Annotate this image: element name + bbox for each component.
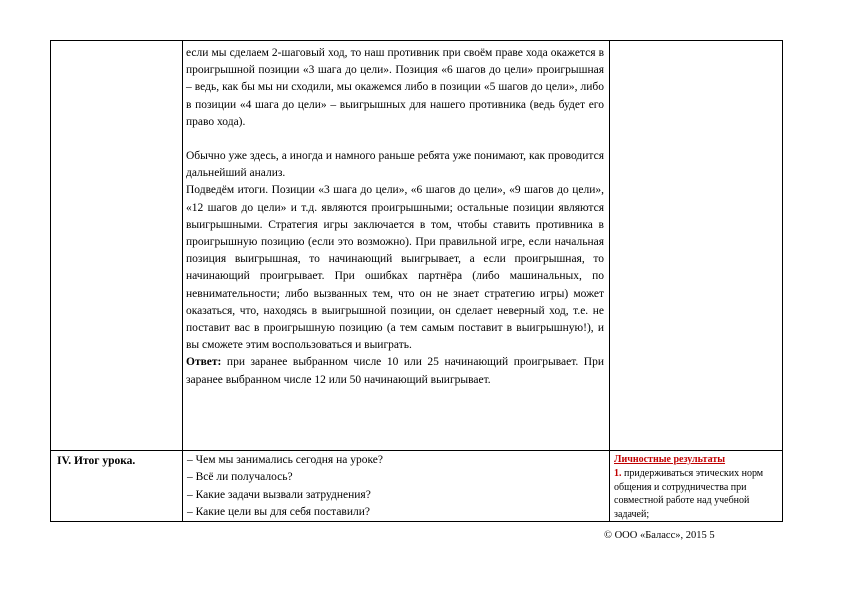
results-item [614,467,780,522]
question-item: – Какие задачи вызвали затруднения? [187,488,371,501]
answer-label: Ответ: [186,356,222,369]
results-title: Личностные результаты [614,454,726,465]
questions-list [187,452,607,521]
results-cell [614,453,780,522]
answer-paragraph [186,354,604,388]
question-item: – Какие цели вы для себя поставили? [187,505,371,518]
column-divider [609,41,610,521]
paragraph-summary: Подведём итоги. Позиции «3 шага до цели», «6 шагов до цели», «9 шагов до цели», «12 шагов до цели» и т.д. являются проигрышными; остальные позиции являются выигрышными. Стратегия игры заключается в том, чтобы ставить противника в проигрышную позицию (если это возможно). При правильной игре, если начальная позиция выигрышная, то начинающий выигрывает, а если проигрышная, то начинающий проигрывает. При ошибках партнёра (либо машинальных, по невнимательности; либо вызванных тем, что он не знает стратегию игры) может оказаться, что, находясь в выигрышной позиции, он сделает неверный ход, т.е. не поставит вас в проигрышную позицию (а тем самым поставит в выигрышную!), и вы сможете этим воспользоваться и выиграть. [186,184,604,352]
column-divider [182,41,183,521]
question-item: – Всё ли получалось? [187,471,293,484]
paragraph-analysis: Обычно уже здесь, а иногда и намного раньше ребята уже понимают, как проводится дальнейший анализ. [186,150,604,180]
main-content-cell [186,45,604,389]
question-item: – Чем мы занимались сегодня на уроке? [187,454,383,466]
lesson-table [50,40,783,522]
row-divider [51,450,782,451]
results-number: 1. [614,467,622,479]
results-text: придерживаться этических норм общения и сотрудничества при совместной работе над учебной задачей; [614,467,764,521]
paragraph-continuation: если мы сделаем 2-шаговый ход, то наш противник при своём праве хода окажется в проигрышной позиции «3 шага до цели». Позиция «6 шагов до цели» проигрышная – ведь, как бы мы ни сходили, мы окажемся либо в позиции «5 шагов до цели», либо в позиции «4 шага до цели» – выигрышных для нашего противника (ведь будет его право хода). [186,47,604,128]
answer-text: при заранее выбранном числе 10 или 25 начинающий проигрывает. При заранее выбранном числе 12 или 50 начинающий выигрывает. [186,356,604,386]
stage-label: IV. Итог урока. [57,455,136,467]
page-footer: © ООО «Баласс», 2015 5 [604,530,715,541]
